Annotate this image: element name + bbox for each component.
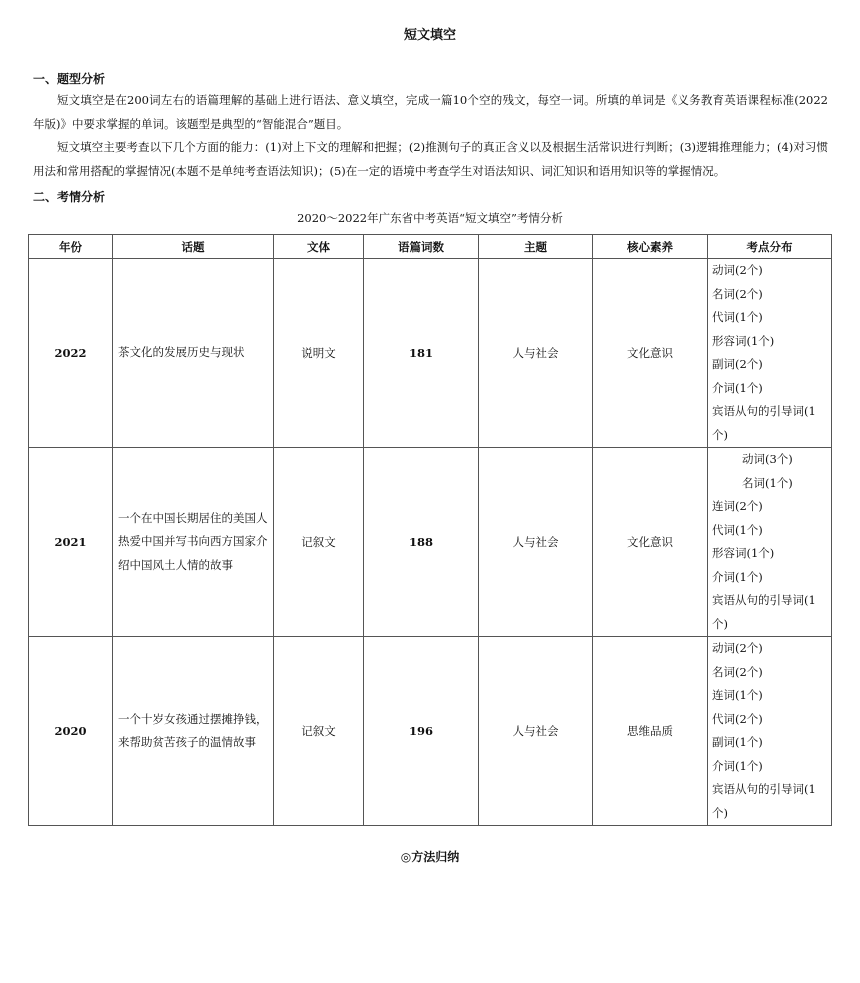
cell-year: 2022 (29, 259, 113, 448)
test-point-item: 介词(1个) (712, 380, 763, 395)
section-heading-question-type: 一、题型分析 (33, 72, 106, 86)
header-genre: 文体 (274, 235, 364, 259)
cell-genre: 说明文 (274, 259, 364, 448)
test-point-item: 名词(2个) (712, 664, 763, 679)
paragraph-abilities-tested: 短文填空主要考查以下几个方面的能力：(1)对上下文的理解和把握；(2)推测句子的真正含义以及根据生活常识进行判断；(3)逻辑推理能力；(4)对习惯用法和常用搭配的掌握情况(本题不是单纯考查语法知识)；(5)在一定的语境中考查学生对语法知识、词汇知识和语用知识等的掌握情况。 (33, 140, 828, 178)
cell-topic: 一个十岁女孩通过摆摊挣钱，来帮助贫苦孩子的温情故事 (113, 637, 274, 826)
test-point-item: 形容词(1个) (712, 333, 775, 348)
cell-word-count: 188 (364, 448, 479, 637)
table-row (29, 448, 832, 637)
table-row (29, 259, 832, 448)
test-point-item: 名词(1个) (742, 475, 793, 490)
test-point-item: 副词(2个) (712, 357, 763, 371)
test-point-item: 介词(1个) (712, 569, 763, 584)
cell-core-literacy: 思维品质 (593, 637, 708, 826)
table-row (29, 637, 832, 826)
test-point-item: 动词(2个) (712, 263, 763, 277)
cell-genre: 记叙文 (274, 637, 364, 826)
header-theme: 主题 (479, 235, 593, 259)
section-heading-exam-analysis: 二、考情分析 (33, 190, 106, 204)
test-point-item: 介词(1个) (712, 758, 763, 773)
test-point-item: 个) (712, 805, 728, 820)
cell-test-points (708, 637, 832, 826)
exam-analysis-table (28, 234, 832, 826)
table-caption: 2020～2022年广东省中考英语“短文填空”考情分析 (297, 211, 563, 225)
cell-theme: 人与社会 (479, 637, 593, 826)
document-title: 短文填空 (403, 28, 456, 43)
test-point-item: 动词(2个) (712, 641, 763, 655)
test-point-item: 代词(2个) (712, 711, 763, 726)
cell-core-literacy: 文化意识 (593, 448, 708, 637)
cell-word-count: 196 (364, 637, 479, 826)
header-word-count: 语篇词数 (364, 235, 479, 259)
table-header-row (29, 235, 832, 259)
test-point-item: 代词(1个) (712, 310, 763, 324)
header-core-literacy: 核心素养 (593, 235, 708, 259)
test-point-item: 形容词(1个) (712, 546, 775, 560)
test-point-item: 宾语从句的引导词(1 (712, 404, 816, 418)
cell-topic: 茶文化的发展历史与现状 (113, 259, 274, 448)
test-point-item: 个) (712, 616, 728, 631)
cell-year: 2021 (29, 448, 113, 637)
cell-word-count: 181 (364, 259, 479, 448)
test-point-item: 副词(1个) (712, 735, 763, 749)
cell-test-points (708, 448, 832, 637)
test-point-item: 动词(3个) (742, 452, 793, 466)
header-test-points: 考点分布 (708, 235, 832, 259)
header-topic: 话题 (113, 235, 274, 259)
cell-genre: 记叙文 (274, 448, 364, 637)
cell-theme: 人与社会 (479, 448, 593, 637)
cell-test-points (708, 259, 832, 448)
test-point-item: 宾语从句的引导词(1 (712, 593, 816, 607)
cell-theme: 人与社会 (479, 259, 593, 448)
method-summary-heading: ◎方法归纳 (400, 850, 460, 864)
cell-core-literacy: 文化意识 (593, 259, 708, 448)
cell-topic: 一个在中国长期居住的美国人热爱中国并写书向西方国家介绍中国风土人情的故事 (113, 448, 274, 637)
header-year: 年份 (29, 235, 113, 259)
cell-year: 2020 (29, 637, 113, 826)
test-point-item: 连词(2个) (712, 499, 763, 513)
test-point-item: 个) (712, 427, 728, 442)
test-point-item: 代词(1个) (712, 522, 763, 537)
test-point-item: 连词(1个) (712, 688, 763, 702)
test-point-item: 宾语从句的引导词(1 (712, 782, 816, 796)
paragraph-question-type-description: 短文填空是在200词左右的语篇理解的基础上进行语法、意义填空，完成一篇10个空的残文，每空一词。所填的单词是《义务教育英语课程标准(2022年版)》中要求掌握的单词。该题型是典型的“智能混合”题目。 (33, 93, 828, 131)
test-point-item: 名词(2个) (712, 286, 763, 301)
